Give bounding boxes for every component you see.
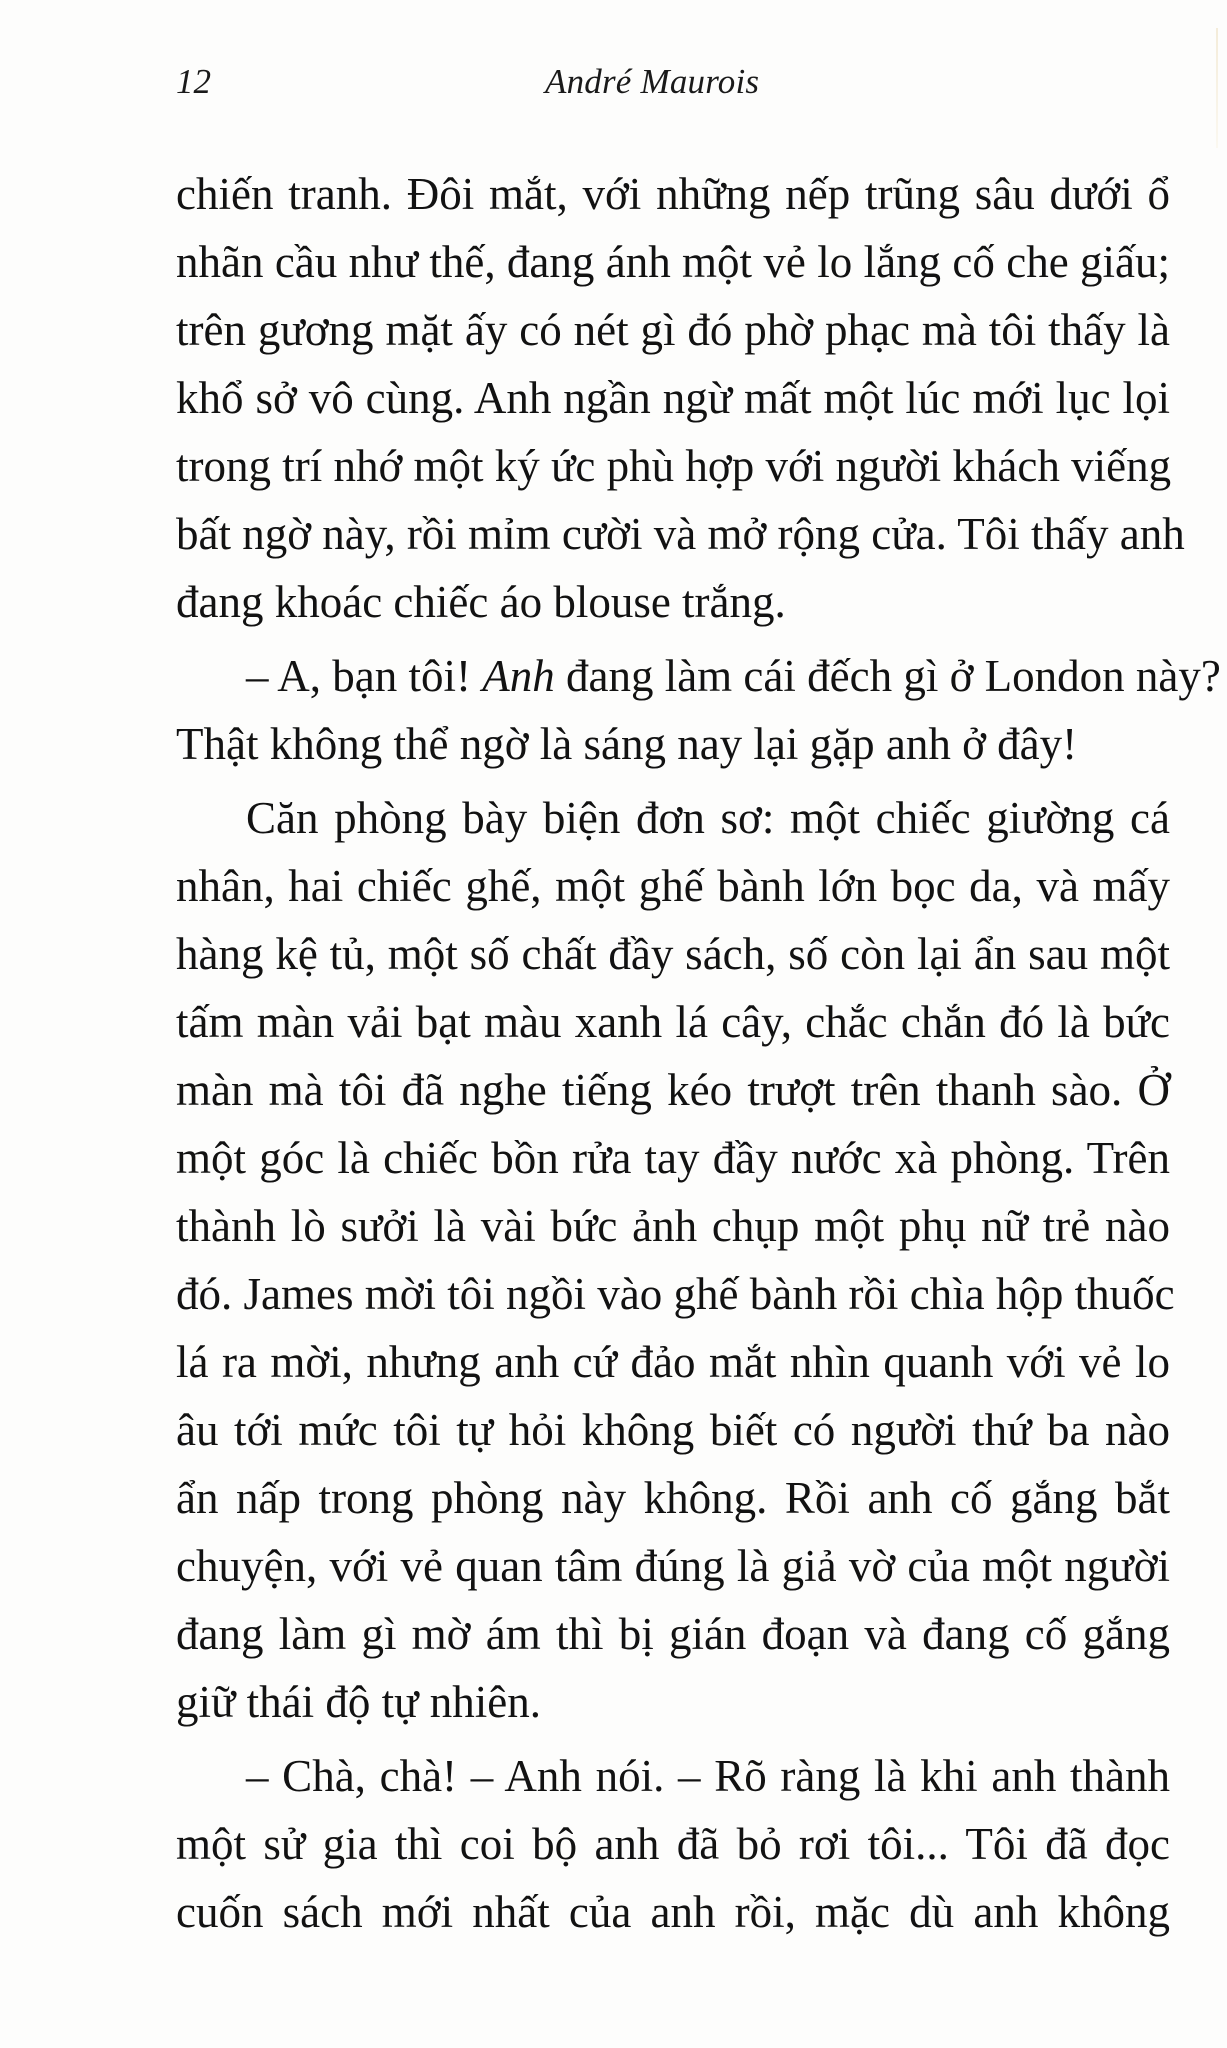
dialogue-text: – A, bạn tôi! [246,651,483,701]
dialogue-text: đang làm cái đếch gì ở London này? [554,651,1221,701]
text-line: chiến tranh. Đôi mắt, với những nếp trũng sâu dưới ổ [176,169,1170,219]
text-line: bất ngờ này, rồi mỉm cười và mở rộng cửa. Tôi thấy anh [176,509,1185,559]
text-line: đang khoác chiếc áo blouse trắng. [176,577,786,627]
text-line: chuyện, với vẻ quan tâm đúng là giả vờ của một người [176,1541,1170,1591]
text-line: nhãn cầu như thế, đang ánh một vẻ lo lắng cố che giấu; [176,237,1170,287]
text-line: thành lò sưởi là vài bức ảnh chụp một phụ nữ trẻ nào [176,1201,1170,1251]
text-line: giữ thái độ tự nhiên. [176,1677,541,1727]
text-line: tấm màn vải bạt màu xanh lá cây, chắc chắn đó là bức [176,997,1170,1047]
paragraph [176,160,1185,636]
text-line: trong trí nhớ một ký ức phù hợp với người khách viếng [176,441,1172,491]
text-line: đó. James mời tôi ngồi vào ghế bành rồi chìa hộp thuốc [176,1269,1175,1319]
text-line: ẩn nấp trong phòng này không. Rồi anh cố gắng bắt [176,1473,1170,1523]
running-header [0,60,1227,104]
text-line: một góc là chiếc bồn rửa tay đầy nước xà phòng. Trên [176,1133,1170,1183]
text-line: nhân, hai chiếc ghế, một ghế bành lớn bọc da, và mấy [176,861,1170,911]
text-line: trên gương mặt ấy có nét gì đó phờ phạc mà tôi thấy là [176,305,1170,355]
text-line: đang làm gì mờ ám thì bị gián đoạn và đang cố gắng [176,1609,1170,1659]
text-line: Căn phòng bày biện đơn sơ: một chiếc giường cá [246,793,1170,843]
text-line: cuốn sách mới nhất của anh rồi, mặc dù anh không [176,1887,1170,1937]
text-line: lá ra mời, nhưng anh cứ đảo mắt nhìn quanh với vẻ lo [176,1337,1170,1387]
page-number: 12 [176,62,211,101]
text-line: Thật không thể ngờ là sáng nay lại gặp anh ở đây! [176,719,1078,769]
text-line: âu tới mức tôi tự hỏi không biết có người thứ ba nào [176,1405,1170,1455]
running-head-author: André Maurois [545,62,760,101]
emphasized-word: Anh [482,651,555,701]
text-line: – Chà, chà! – Anh nói. – Rõ ràng là khi anh thành [246,1751,1170,1801]
text-line: màn mà tôi đã nghe tiếng kéo trượt trên thanh sào. Ở [176,1065,1170,1115]
dialogue-paragraph [176,642,1221,778]
text-line: khổ sở vô cùng. Anh ngần ngừ mất một lúc mới lục lọi [176,373,1170,423]
text-line: một sử gia thì coi bộ anh đã bỏ rơi tôi... Tôi đã đọc [176,1819,1170,1869]
text-line: hàng kệ tủ, một số chất đầy sách, số còn lại ẩn sau một [176,929,1170,979]
body-text [176,160,1221,1952]
text-line [176,642,1221,710]
dialogue-paragraph [176,1742,1170,1946]
paragraph [176,784,1175,1736]
